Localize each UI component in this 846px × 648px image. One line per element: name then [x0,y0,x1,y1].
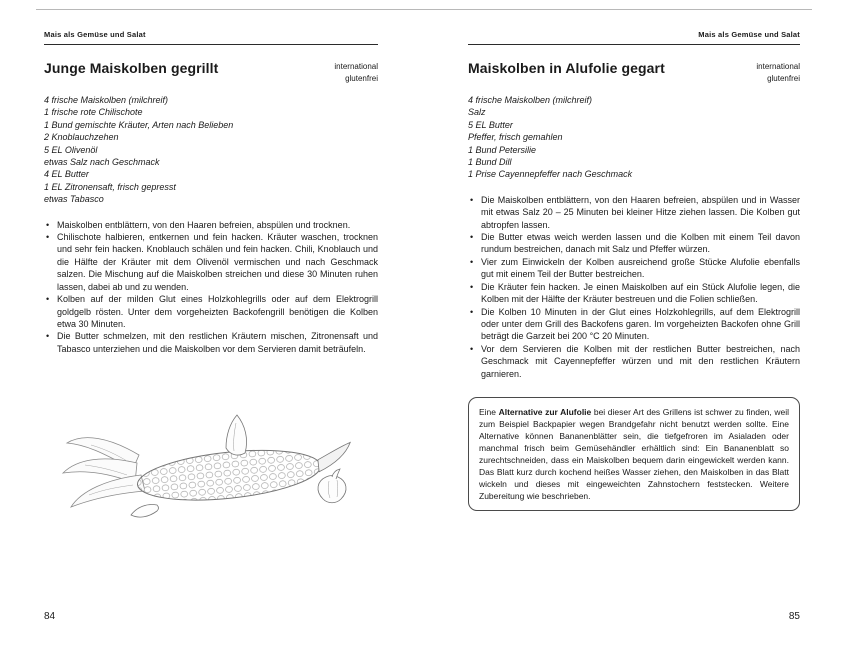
recipe-title: Maiskolben in Alufolie gegart [468,60,665,76]
step-list [44,219,378,355]
ingredient-item: 1 frische rote Chilischote [44,107,143,118]
ingredient-list [44,94,378,206]
recipe-tags [756,60,800,85]
ingredient-item: 1 Bund Petersilie [468,144,537,155]
ingredient-item: etwas Tabasco [44,194,104,205]
running-header-text: Mais als Gemüse und Salat [698,30,800,39]
page-85 [468,30,800,622]
ingredient-item: etwas Salz nach Geschmack [44,157,160,168]
corn-cob-sketch [61,403,361,533]
page-84 [44,30,378,622]
ingredient-item: 4 EL Butter [44,169,89,180]
ingredient-item: 1 Bund Dill [468,157,512,168]
tag-glutenfrei: glutenfrei [767,74,800,83]
tag-glutenfrei: glutenfrei [345,74,378,83]
ingredient-item: 4 frische Maiskolben (milchreif) [468,95,593,105]
ingredient-item: 2 Knoblauchzehen [44,132,119,143]
alternative-note-box [468,397,800,512]
running-header [44,30,378,44]
step-item: • Die Kolben 10 Minuten in der Glut eines Holzkohlegrills, auf dem Elektrogrill oder unter dem Grill des Backofens garen. Im vorgeheizten Backofen ohne Grill beträgt die Garzeit bei 200 °C 20 Minuten. [468,306,800,343]
running-header-text: Mais als Gemüse und Salat [44,30,146,39]
page-top-edge-line [36,9,812,10]
ingredient-item: 5 EL Butter [468,119,513,130]
tag-international: international [756,62,800,71]
page-number: 85 [788,611,800,622]
step-item: • Die Kräuter fein hacken. Je einen Maiskolben auf ein Stück Alufolie legen, die Kolben mit der Hälfte der Kräuter bestreuen und die Folien schließen. [468,281,800,306]
step-item: • Vier zum Einwickeln der Kolben ausreichend große Stücke Alufolie ebenfalls gut mit einem Teil der Butter bestreichen. [468,256,800,281]
tag-international: international [334,62,378,71]
note-rest: bei dieser Art des Grillens ist schwer zu finden, weil zum Beispiel Backpapier wegen Brandgefahr nicht benutzt werden sollte. Eine Alternative können Bananenblätter sein, die tiefgefroren im Asialaden oder manchmal frisch beim Gemüsehändler erhältlich sind: Ein Bananenblatt so zurechtschneiden, dass ein Maiskolben bequem darin eingewickelt werden kann. Das Blatt kurz durch kochend heißes Wasser ziehen, den Maiskolben in das Blatt wickeln und dieses mit eingeweichten Zahnstochern feststecken. Weitere Zubereitung wie beschrieben. [479,406,789,502]
note-bold-lead: Alternative zur Alufolie [498,406,592,417]
ingredient-item: 4 frische Maiskolben (milchreif) [44,95,169,105]
ingredient-item: Pfeffer, frisch gemahlen [468,132,563,143]
running-header [468,30,800,44]
ingredient-list [468,94,800,181]
step-item: • Die Maiskolben entblättern, von den Haaren befreien, abspülen und in Wasser mit etwas Salz 20 – 25 Minuten bei kleiner Hitze ziehen lassen. Die Kolben gut abtropfen lassen. [468,194,800,231]
recipe-title-row [44,60,378,85]
ingredient-item: 5 EL Olivenöl [44,144,98,155]
header-rule [44,44,378,45]
recipe-tags [334,60,378,85]
step-item: • Die Butter etwas weich werden lassen und die Kolben mit einem Teil davon rundum bestreichen, danach mit Salz und Pfeffer würzen. [468,231,800,256]
note-lead: Eine [479,406,499,417]
step-item: • Die Butter schmelzen, mit den restlichen Kräutern mischen, Zitronensaft und Tabasco unterziehen und die Maiskolben vor dem Servieren damit beträufeln. [44,330,378,355]
ingredient-item: 1 Prise Cayennepfeffer nach Geschmack [468,169,633,180]
ingredient-item: 1 Bund gemischte Kräuter, Arten nach Belieben [44,119,234,130]
page-number: 84 [44,611,56,622]
recipe-title-row [468,60,800,85]
step-item: • Vor dem Servieren die Kolben mit der restlichen Butter bestreichen, nach Geschmack mit Cayennepfeffer würzen und mit den restlichen Kräutern garnieren. [468,343,800,380]
step-list [468,194,800,380]
ingredient-item: Salz [468,107,486,118]
corn-cob-illustration [44,403,378,538]
note-text [479,406,789,503]
header-rule [468,44,800,45]
step-item: • Kolben auf der milden Glut eines Holzkohlegrills oder auf dem Elektrogrill goldgelb rösten. Unter dem vorgeheizten Backofengrill benötigen die Kolben etwa 30 Minuten. [44,293,378,330]
ingredient-item: 1 EL Zitronensaft, frisch gepresst [44,181,176,192]
recipe-title: Junge Maiskolben gegrillt [44,60,219,76]
step-item: • Chilischote halbieren, entkernen und fein hacken. Kräuter waschen, trocknen und sehr fein hacken. Knoblauch schälen und fein hacken. Chili, Knoblauch und die Hälfte der Kräuter mit dem Olivenöl vermischen und nach Geschmack salzen. Die Mischung auf die Maiskolben streichen und diese 30 Minuten ruhen lassen, dabei ab und zu wenden. [44,231,378,293]
step-item: • Maiskolben entblättern, von den Haaren befreien, abspülen und trocknen. [44,219,378,231]
